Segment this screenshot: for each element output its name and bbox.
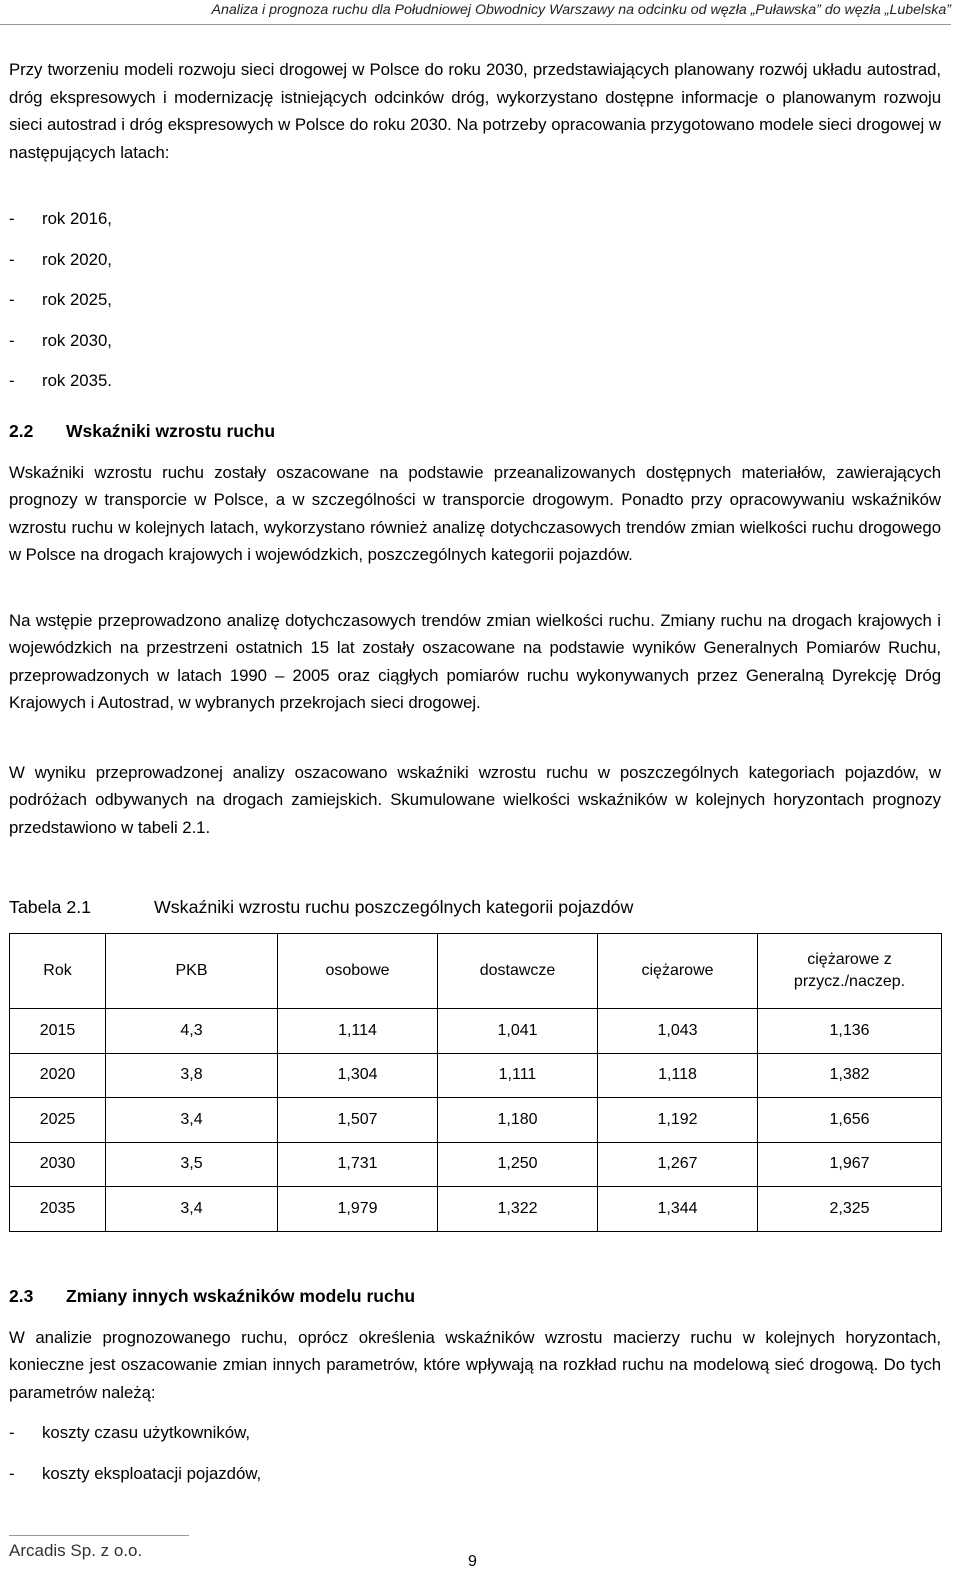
table-cell: 2030 — [10, 1142, 106, 1187]
table-cell: 1,979 — [278, 1187, 438, 1232]
table-cell: 1,041 — [438, 1009, 598, 1054]
column-header: Rok — [10, 934, 106, 1009]
table-cell: 3,4 — [106, 1187, 278, 1232]
growth-table — [9, 933, 942, 1232]
section-number: 2.3 — [9, 1286, 34, 1306]
list-item: - rok 2030, — [9, 330, 112, 350]
table-cell: 1,382 — [758, 1053, 942, 1098]
table-row — [10, 1142, 942, 1187]
table-cell: 4,3 — [106, 1009, 278, 1054]
caption-number: Tabela 2.1 — [9, 897, 92, 917]
table-cell: 1,114 — [278, 1009, 438, 1054]
intro-paragraph: Przy tworzeniu modeli rozwoju sieci drogowej w Polsce do roku 2030, przedstawiających planowany rozwój układu autostrad, dróg ekspresowych i modernizację istniejących odcinków dróg, wykorzystano dostępne informacje o planowanym rozwoju sieci autostrad i dróg ekspresowych w Polsce do roku 2030. Na potrzeby opracowania przygotowano modele sieci drogowej w następujących latach: — [9, 60, 941, 162]
table-cell: 2020 — [10, 1053, 106, 1098]
table-cell: 1,180 — [438, 1098, 598, 1143]
table-cell: 1,192 — [598, 1098, 758, 1143]
column-header: dostawcze — [438, 934, 598, 1009]
table-cell: 1,043 — [598, 1009, 758, 1054]
section-heading-2-2 — [9, 421, 275, 442]
table-cell: 1,507 — [278, 1098, 438, 1143]
table-cell: 3,4 — [106, 1098, 278, 1143]
table-row — [10, 1009, 942, 1054]
table-cell: 1,656 — [758, 1098, 942, 1143]
table-cell: 2,325 — [758, 1187, 942, 1232]
section-2-2-paragraph-3: W wyniku przeprowadzonej analizy oszacowano wskaźniki wzrostu ruchu w poszczególnych kategoriach pojazdów, w podróżach odbywanych na drogach zamiejskich. Skumulowane wielkości wskaźników w kolejnych horyzontach prognozy przedstawiono w tabeli 2.1. — [9, 763, 941, 837]
column-header: PKB — [106, 934, 278, 1009]
table-row — [10, 1053, 942, 1098]
table-cell: 3,5 — [106, 1142, 278, 1187]
table-cell: 2035 — [10, 1187, 106, 1232]
table-cell: 2015 — [10, 1009, 106, 1054]
table-cell: 3,8 — [106, 1053, 278, 1098]
table-cell: 2025 — [10, 1098, 106, 1143]
footer-company: Arcadis Sp. z o.o. — [9, 1541, 143, 1560]
table-cell: 1,304 — [278, 1053, 438, 1098]
caption-text: Wskaźniki wzrostu ruchu poszczególnych kategorii pojazdów — [154, 897, 634, 917]
list-item: - rok 2025, — [9, 290, 112, 309]
section-2-3-paragraph-1: W analizie prognozowanego ruchu, oprócz określenia wskaźników wzrostu macierzy ruchu w kolejnych horyzontach, konieczne jest oszacowanie zmian innych parametrów, które wpływają na rozkład ruchu na modelową sieć drogową. Do tych parametrów należą: — [9, 1328, 941, 1402]
table-cell: 1,118 — [598, 1053, 758, 1098]
section-2-2-paragraph-1: Wskaźniki wzrostu ruchu zostały oszacowane na podstawie przeanalizowanych dostępnych materiałów, zawierających prognozy w transporcie w Polsce, a w szczególności w transporcie drogowym. Ponadto przy opracowywaniu wskaźników wzrostu ruchu w kolejnych latach, wykorzystano również analizę dotychczasowych trendów zmian wielkości ruchu drogowego w Polsce na drogach krajowych i wojewódzkich, poszczególnych kategorii pojazdów. — [9, 463, 941, 564]
section-number: 2.2 — [9, 421, 34, 441]
table-cell: 1,136 — [758, 1009, 942, 1054]
table-cell: 1,967 — [758, 1142, 942, 1187]
parameters-list — [9, 1413, 261, 1494]
list-item: - rok 2035. — [9, 371, 112, 390]
table-cell: 1,250 — [438, 1142, 598, 1187]
table-cell: 1,731 — [278, 1142, 438, 1187]
table-row — [10, 1098, 942, 1143]
list-item: - koszty czasu użytkowników, — [9, 1423, 250, 1442]
table-cell: 1,111 — [438, 1053, 598, 1098]
section-2-2-paragraph-2: Na wstępie przeprowadzono analizę dotychczasowych trendów zmian wielkości ruchu. Zmiany ruchu na drogach krajowych i wojewódzkich na przestrzeni ostatnich 15 lat zostały oszacowane na podstawie wyników Generalnych Pomiarów Ruchu, przeprowadzonych w latach 1990 – 2005 oraz ciągłych pomiarów ruchu wykonywanych przez Generalną Dyrekcję Dróg Krajowych i Autostrad, w wybranych przekrojach sieci drogowej. — [9, 611, 941, 712]
table-cell: 1,344 — [598, 1187, 758, 1232]
table-header-row — [10, 934, 942, 1009]
list-item: - rok 2016, — [9, 209, 112, 228]
section-title: Zmiany innych wskaźników modelu ruchu — [66, 1286, 416, 1306]
footer-divider — [9, 1535, 189, 1536]
page-number: 9 — [468, 1553, 477, 1570]
list-item: - rok 2020, — [9, 249, 112, 269]
running-header: Analiza i prognoza ruchu dla Południowej Obwodnicy Warszawy na odcinku od węzła „Puławska” do węzła „Lubelska” — [0, 0, 951, 25]
column-header: ciężarowe z przycz./naczep. — [758, 934, 942, 1009]
table-cell: 1,322 — [438, 1187, 598, 1232]
list-item: - koszty eksploatacji pojazdów, — [9, 1463, 262, 1483]
section-title: Wskaźniki wzrostu ruchu — [66, 421, 276, 441]
table-cell: 1,267 — [598, 1142, 758, 1187]
years-list — [9, 199, 112, 402]
table-row — [10, 1187, 942, 1232]
section-heading-2-3 — [9, 1286, 415, 1307]
column-header: ciężarowe — [598, 934, 758, 1009]
column-header: osobowe — [278, 934, 438, 1009]
